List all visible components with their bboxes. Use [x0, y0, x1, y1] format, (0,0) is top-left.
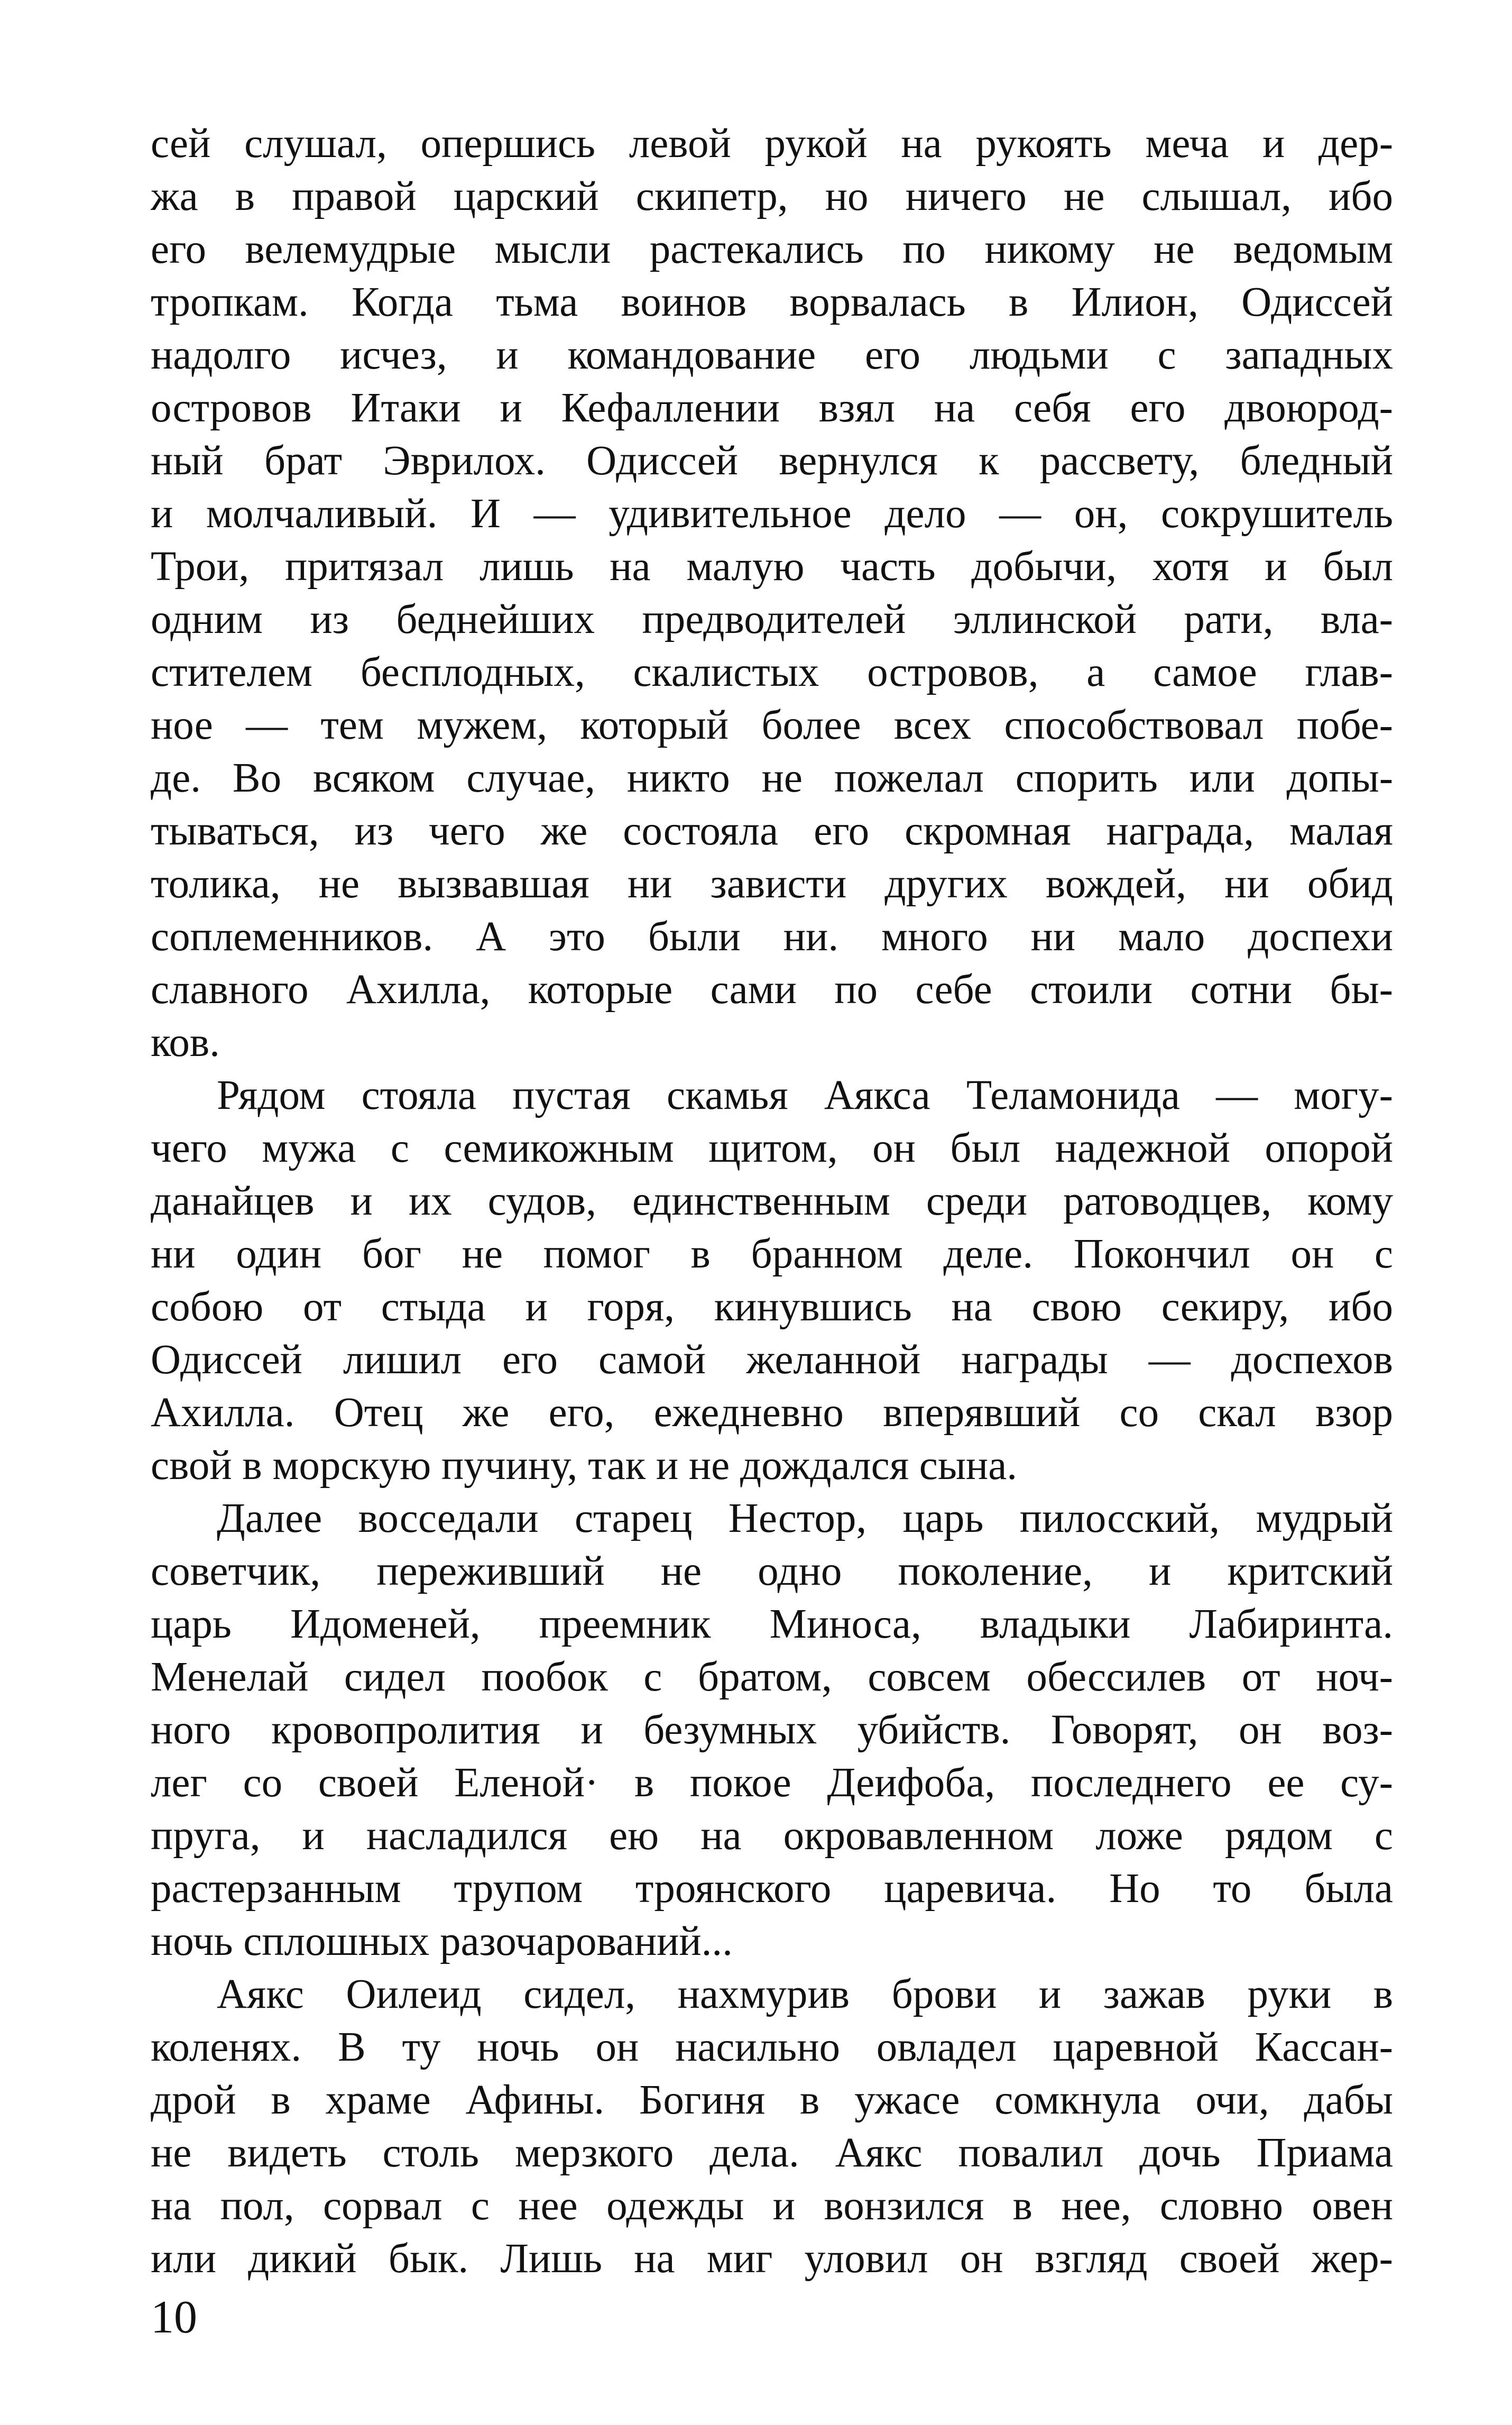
- text-line: пруга, и насладился ею на окровавленном ложе рядом с: [151, 1813, 1393, 1859]
- text-line: ков.: [151, 1019, 220, 1065]
- text-line: Менелай сидел пообок с братом, совсем обессилев от ноч-: [151, 1654, 1393, 1700]
- text-line: и молчаливый. И — удивительное дело — он, сокрушитель: [151, 491, 1393, 537]
- text-line: ного кровопролития и безумных убийств. Говорят, он воз-: [151, 1707, 1393, 1753]
- text-line: или дикий бык. Лишь на миг уловил он взгляд своей жер-: [151, 2236, 1393, 2282]
- text-line: надолго исчез, и командование его людьми с западных: [151, 332, 1393, 378]
- text-line: островов Итаки и Кефаллении взял на себя его двоюрод-: [151, 385, 1393, 431]
- text-line: одним из беднейших предводителей эллинской рати, вла-: [151, 596, 1393, 642]
- text-line: стителем бесплодных, скалистых островов, а самое глав-: [151, 649, 1393, 695]
- text-line: Трои, притязал лишь на малую часть добычи, хотя и был: [151, 544, 1393, 590]
- text-line: ночь сплошных разочарований...: [151, 1918, 733, 1964]
- text-line: сей слушал, опершись левой рукой на рукоять меча и дер-: [151, 121, 1393, 167]
- text-line: советчик, переживший не одно поколение, и критский: [151, 1548, 1393, 1594]
- text-line: ный брат Эврилох. Одиссей вернулся к рассвету, бледный: [151, 438, 1393, 484]
- text-line: коленях. В ту ночь он насильно овладел царевной Кассан-: [151, 2024, 1393, 2070]
- text-line: ное — тем мужем, который более всех способствовал побе-: [151, 702, 1393, 748]
- text-line: царь Идоменей, преемник Миноса, владыки Лабиринта.: [151, 1601, 1393, 1647]
- text-line: тываться, из чего же состояла его скромная награда, малая: [151, 808, 1393, 854]
- text-line: тропкам. Когда тьма воинов ворвалась в Илион, Одиссей: [151, 279, 1393, 325]
- text-line: Далее восседали старец Нестор, царь пилосский, мудрый: [217, 1495, 1393, 1541]
- text-line: растерзанным трупом троянского царевича. Но то была: [151, 1866, 1393, 1912]
- text-line: Ахилла. Отец же его, ежедневно вперявший со скал взор: [151, 1390, 1393, 1436]
- text-line: свой в морскую пучину, так и не дождался сына.: [151, 1443, 1018, 1489]
- text-line: ни один бог не помог в бранном деле. Покончил он с: [151, 1231, 1393, 1277]
- text-line: толика, не вызвавшая ни зависти других вождей, ни обид: [151, 861, 1393, 907]
- text-line: лег со своей Еленой· в покое Деифоба, последнего ее су-: [151, 1760, 1393, 1806]
- text-line: жа в правой царский скипетр, но ничего не слышал, ибо: [151, 173, 1393, 219]
- text-line: не видеть столь мерзкого дела. Аякс повалил дочь Приама: [151, 2130, 1393, 2176]
- text-line: на пол, сорвал с нее одежды и вонзился в нее, словно овен: [151, 2183, 1393, 2229]
- text-line: собою от стыда и горя, кинувшись на свою секиру, ибо: [151, 1284, 1393, 1330]
- page-number: 10: [151, 2292, 197, 2343]
- text-line: славного Ахилла, которые сами по себе стоили сотни бы-: [151, 967, 1393, 1013]
- text-line: чего мужа с семикожным щитом, он был надежной опорой: [151, 1125, 1393, 1171]
- text-line: его велемудрые мысли растекались по никому не ведомым: [151, 226, 1393, 272]
- text-line: данайцев и их судов, единственным среди ратоводцев, кому: [151, 1178, 1393, 1224]
- text-line: Аякс Оилеид сидел, нахмурив брови и зажав руки в: [217, 1971, 1393, 2017]
- text-line: дрой в храме Афины. Богиня в ужасе сомкнула очи, дабы: [151, 2077, 1393, 2123]
- text-line: соплеменников. А это были ни. много ни мало доспехи: [151, 914, 1393, 960]
- text-line: Одиссей лишил его самой желанной награды — доспехов: [151, 1337, 1393, 1383]
- text-line: Рядом стояла пустая скамья Аякса Теламонида — могу-: [217, 1072, 1393, 1118]
- text-line: де. Во всяком случае, никто не пожелал спорить или допы-: [151, 755, 1393, 801]
